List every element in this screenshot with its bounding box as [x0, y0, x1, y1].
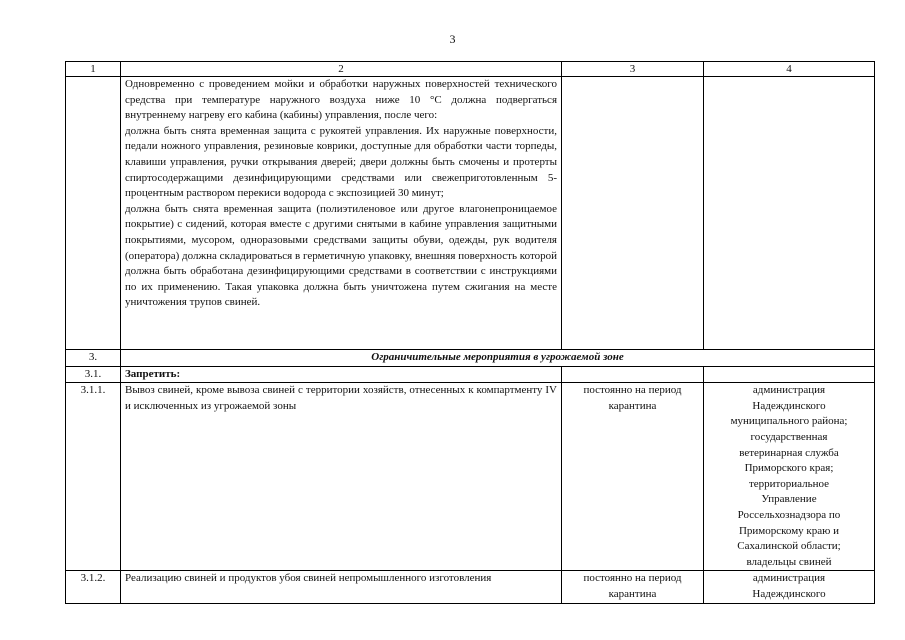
responsible-line: Приморскому краю и: [738, 524, 840, 537]
cell-responsible: [704, 77, 875, 350]
paragraph: должна быть снята временная защита (полиэтиленовое или другое влагонепроницаемое покрытие) с сидений, которая вместе с другими снятыми в кабине управления защитными покрытиями, мусором, одноразовыми средствами защиты обуви, одежды, рук водителя (оператора) должна складироваться в герметичную упаковку, внешняя поверхность которой должна быть обработана дезинфицирующими средствами в соответствии с инструкциями по их применению. Такая упаковка должна быть уничтожена путем сжигания на месте уничтожения трупов свиней.: [125, 202, 557, 309]
section-row-3: [66, 350, 875, 367]
cell-period: [562, 366, 704, 383]
section-number: 3.: [66, 350, 121, 367]
row-responsible: [704, 383, 875, 571]
subsection-title: Запретить:: [121, 366, 562, 383]
row-period: постоянно на период карантина: [562, 383, 704, 571]
table-row-3-1-1: [66, 383, 875, 571]
subsection-number: 3.1.: [66, 366, 121, 383]
row-period: постоянно на период карантина: [562, 571, 704, 603]
cell-period: [562, 77, 704, 350]
header-col-4: 4: [704, 62, 875, 77]
responsible-line: Сахалинской области;: [737, 540, 841, 553]
row-measure-text: [121, 571, 562, 603]
responsible-line: государственная: [750, 430, 828, 443]
responsible-line: администрация: [752, 384, 826, 397]
header-col-3: 3: [562, 62, 704, 77]
section-title: Ограничительные мероприятия в угрожаемой зоне: [121, 350, 875, 367]
responsible-line: территориальное: [748, 477, 829, 490]
cell-text: [121, 77, 562, 350]
header-col-1: 1: [66, 62, 121, 77]
paragraph: Одновременно с проведением мойки и обработки наружных поверхностей технического средства при температуре наружного воздуха ниже 10 °С должна подвергаться внутреннему нагреву его кабина (кабины) управления, после чего:: [125, 78, 557, 122]
table-header-row: [66, 62, 875, 77]
responsible-line: администрация: [752, 572, 826, 585]
responsible-line: муниципального района;: [730, 415, 848, 428]
row-responsible: [704, 571, 875, 603]
responsible-line: владельцы свиней: [746, 555, 832, 568]
row-measure-text: [121, 383, 562, 571]
responsible-line: Россельхознадзора по: [737, 508, 841, 521]
measure-text: Вывоз свиней, кроме вывоза свиней с территории хозяйств, отнесенных к компартменту IV и исключенных из угрожаемой зоны: [125, 384, 557, 412]
row-number: 3.1.2.: [66, 571, 121, 603]
paragraph: должна быть снята временная защита с рукоятей управления. Их наружные поверхности, педали ножного управления, резиновые коврики, доступные для обработки части торпеды, клавиши управления, ручки открывания дверей; двери должны быть смочены и протерты спиртосодержащими дезинфицирующими средствами или свежеприготовленным 5-процентным раствором перекиси водорода с экспозицией 30 минут;: [125, 124, 557, 200]
measure-text: Реализацию свиней и продуктов убоя свиней непромышленного изготовления: [125, 572, 492, 585]
responsible-line: Надеждинского: [752, 587, 826, 600]
row-number: 3.1.1.: [66, 383, 121, 571]
responsible-line: Управление: [761, 493, 817, 506]
page-number: 3: [449, 32, 456, 46]
header-col-2: 2: [121, 62, 562, 77]
responsible-line: Надеждинского: [752, 399, 826, 412]
subsection-row-3-1: [66, 366, 875, 383]
cell-responsible: [704, 366, 875, 383]
table-row-continuation: [66, 77, 875, 350]
table-row-3-1-2: [66, 571, 875, 603]
cell-num: [66, 77, 121, 350]
responsible-line: Приморского края;: [744, 462, 834, 475]
responsible-line: ветеринарная служба: [739, 446, 839, 459]
measures-table: [65, 61, 875, 604]
